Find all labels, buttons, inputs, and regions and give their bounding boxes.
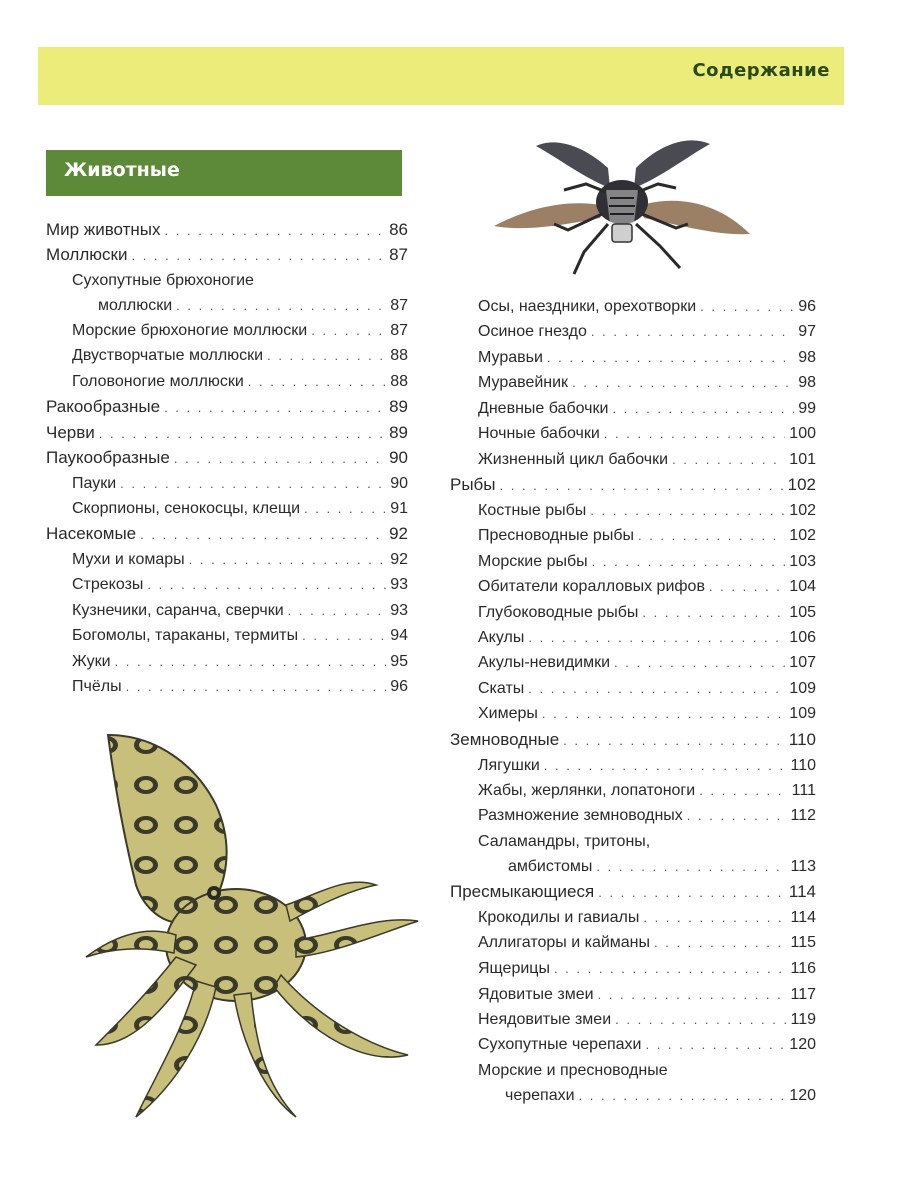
- toc-entry[interactable]: [478, 628, 816, 648]
- toc-entry[interactable]: [478, 373, 816, 393]
- toc-entry[interactable]: [450, 730, 816, 751]
- toc-entry[interactable]: [72, 601, 408, 621]
- toc-entry[interactable]: [98, 296, 408, 316]
- toc-entry-page: 120: [789, 1036, 816, 1053]
- toc-entry[interactable]: [478, 653, 816, 673]
- toc-entry[interactable]: [46, 423, 408, 444]
- toc-entry-title: Пчёлы: [72, 678, 122, 695]
- toc-entry-page: 90: [390, 475, 408, 492]
- toc-entry[interactable]: [478, 399, 816, 419]
- toc-entry-page: 87: [390, 322, 408, 339]
- toc-entry-page: 92: [389, 524, 408, 543]
- toc-entry-title: Жизненный цикл бабочки: [478, 451, 669, 468]
- toc-entry-page: 109: [789, 680, 816, 697]
- toc-entry[interactable]: [478, 450, 816, 470]
- toc-entry-title: Лягушки: [478, 757, 540, 774]
- toc-entry-page: 116: [790, 960, 816, 977]
- toc-entry-title: Сухопутные черепахи: [478, 1036, 642, 1053]
- toc-entry[interactable]: [46, 524, 408, 545]
- toc-entry-page: 96: [390, 678, 408, 695]
- toc-entry[interactable]: [478, 756, 816, 776]
- toc-entry-title: Богомолы, тараканы, термиты: [72, 627, 299, 644]
- toc-entry[interactable]: [478, 577, 816, 597]
- toc-entry-title: Муравейник: [478, 374, 569, 391]
- toc-entry[interactable]: [72, 550, 408, 570]
- toc-entry-title[interactable]: Саламандры, тритоны,: [478, 833, 651, 850]
- toc-entry-page: 102: [787, 475, 816, 494]
- toc-entry-page: 117: [790, 986, 816, 1003]
- toc-entry[interactable]: [72, 499, 408, 519]
- toc-entry-title: Головоногие моллюски: [72, 373, 244, 390]
- toc-entry-title: Рыбы: [450, 475, 496, 494]
- toc-entry-title: Обитатели коралловых рифов: [478, 578, 705, 595]
- toc-entry-title[interactable]: Сухопутные брюхоногие: [72, 272, 254, 289]
- toc-entry-page: 104: [789, 578, 816, 595]
- toc-entry-page: 99: [798, 400, 816, 417]
- toc-entry-title: Скорпионы, сенокосцы, клещи: [72, 500, 301, 517]
- toc-entry[interactable]: [72, 474, 408, 494]
- toc-entry[interactable]: [46, 397, 408, 418]
- toc-entry[interactable]: [478, 781, 816, 801]
- toc-entry-title: Пауки: [72, 475, 117, 492]
- toc-entry[interactable]: [72, 626, 408, 646]
- toc-entry[interactable]: [478, 1035, 816, 1055]
- toc-entry-title: Пресноводные рыбы: [478, 527, 634, 544]
- toc-entry[interactable]: [478, 526, 816, 546]
- toc-entry-title: Аллигаторы и кайманы: [478, 934, 651, 951]
- toc-entry[interactable]: [72, 652, 408, 672]
- toc-entry-title: Моллюски: [46, 245, 128, 264]
- toc-entry[interactable]: [478, 501, 816, 521]
- toc-entry-page: 107: [789, 654, 816, 671]
- toc-entry[interactable]: [478, 959, 816, 979]
- toc-entry-title: Акулы: [478, 629, 525, 646]
- toc-entry-title: Насекомые: [46, 524, 137, 543]
- toc-entry[interactable]: [478, 985, 816, 1005]
- toc-entry[interactable]: [478, 322, 816, 342]
- toc-entry-page: 91: [390, 500, 408, 517]
- toc-entry-title: Земноводные: [450, 730, 560, 749]
- toc-entry[interactable]: [72, 677, 408, 697]
- toc-entry-page: 97: [798, 323, 816, 340]
- toc-entry[interactable]: [508, 857, 816, 877]
- toc-entry-title: Ящерицы: [478, 960, 550, 977]
- toc-entry-title: Морские рыбы: [478, 553, 588, 570]
- toc-entry-title: Осиное гнездо: [478, 323, 587, 340]
- toc-entry-page: 93: [390, 576, 408, 593]
- toc-entry-page: 115: [790, 934, 816, 951]
- toc-entry-title: Костные рыбы: [478, 502, 587, 519]
- toc-entry-title: Паукообразные: [46, 448, 170, 467]
- toc-entry[interactable]: [72, 575, 408, 595]
- toc-entry-title: Стрекозы: [72, 576, 144, 593]
- toc-entry-title: Черви: [46, 423, 95, 442]
- toc-entry-page: 87: [389, 245, 408, 264]
- toc-entry-page: 89: [389, 423, 408, 442]
- toc-entry-title: Размножение земноводных: [478, 807, 683, 824]
- toc-entry-title: Пресмыкающиеся: [450, 882, 595, 901]
- toc-entry-page: 119: [790, 1011, 816, 1028]
- section-banner: [46, 150, 402, 196]
- toc-entry[interactable]: [505, 1086, 816, 1106]
- toc-entry-page: 93: [390, 602, 408, 619]
- toc-entry[interactable]: [478, 424, 816, 444]
- toc-entry-title: Муравьи: [478, 349, 543, 366]
- toc-entry[interactable]: [46, 245, 408, 266]
- toc-entry-page: 96: [798, 298, 816, 315]
- toc-entry-title: моллюски: [98, 297, 173, 314]
- toc-entry[interactable]: [478, 603, 816, 623]
- toc-entry-title: Жуки: [72, 653, 111, 670]
- toc-entry-title: Глубоководные рыбы: [478, 604, 639, 621]
- toc-entry-page: 110: [790, 757, 816, 774]
- toc-entry-title: Мир животных: [46, 220, 161, 239]
- toc-entry[interactable]: [478, 348, 816, 368]
- toc-entry-title: Ядовитые змеи: [478, 986, 594, 1003]
- toc-entry-page: 98: [798, 349, 816, 366]
- toc-entry-page: 90: [389, 448, 408, 467]
- toc-entry-title: Дневные бабочки: [478, 400, 609, 417]
- toc-entry-page: 112: [790, 807, 816, 824]
- toc-entry-page: 111: [791, 782, 816, 799]
- toc-entry[interactable]: [450, 475, 816, 496]
- toc-entry-title: Морские брюхоногие моллюски: [72, 322, 308, 339]
- toc-entry[interactable]: [478, 933, 816, 953]
- toc-entry-title: Осы, наездники, орехотворки: [478, 298, 697, 315]
- toc-entry-title: Кузнечики, саранча, сверчки: [72, 602, 284, 619]
- toc-entry[interactable]: [72, 372, 408, 392]
- toc-entry[interactable]: [478, 297, 816, 317]
- toc-entry-title: Ночные бабочки: [478, 425, 600, 442]
- toc-entry[interactable]: [478, 704, 816, 724]
- toc-entry-page: 95: [390, 653, 408, 670]
- toc-entry-title: Акулы-невидимки: [478, 654, 611, 671]
- toc-entry-page: 105: [789, 604, 816, 621]
- toc-entry-title[interactable]: Морские и пресноводные: [478, 1062, 668, 1079]
- toc-entry[interactable]: [72, 346, 408, 366]
- toc-entry-page: 102: [789, 527, 816, 544]
- toc-entry-page: 88: [390, 373, 408, 390]
- toc-entry-page: 94: [390, 627, 408, 644]
- toc-entry-title: Двустворчатые моллюски: [72, 347, 264, 364]
- toc-entry[interactable]: [478, 679, 816, 699]
- toc-entry-page: 103: [789, 553, 816, 570]
- toc-entry-page: 109: [789, 705, 816, 722]
- toc-entry-title: Крокодилы и гавиалы: [478, 909, 640, 926]
- octopus-illustration: [46, 725, 428, 1125]
- toc-entry-page: 87: [390, 297, 408, 314]
- toc-entry[interactable]: [478, 908, 816, 928]
- toc-entry-page: 114: [790, 909, 816, 926]
- toc-entry-page: 86: [389, 220, 408, 239]
- toc-entry-title: черепахи: [505, 1087, 575, 1104]
- toc-entry-title: Химеры: [478, 705, 538, 722]
- toc-entry[interactable]: [478, 552, 816, 572]
- toc-entry-page: 101: [789, 451, 816, 468]
- toc-entry-title: Мухи и комары: [72, 551, 185, 568]
- toc-entry-page: 113: [790, 858, 816, 875]
- toc-entry-page: 88: [390, 347, 408, 364]
- beetle-illustration: [488, 128, 756, 278]
- toc-entry[interactable]: [478, 806, 816, 826]
- section-title: Животные: [64, 159, 180, 181]
- toc-entry-page: 120: [789, 1087, 816, 1104]
- toc-entry-title: Жабы, жерлянки, лопатоноги: [478, 782, 696, 799]
- toc-entry-title: амбистомы: [508, 858, 593, 875]
- toc-entry-title: Скаты: [478, 680, 525, 697]
- toc-entry-page: 92: [390, 551, 408, 568]
- toc-entry[interactable]: [46, 220, 408, 241]
- toc-entry-page: 102: [789, 502, 816, 519]
- toc-entry[interactable]: [72, 321, 408, 341]
- toc-entry[interactable]: [450, 882, 816, 903]
- page-title: Содержание: [692, 60, 830, 81]
- toc-entry-page: 89: [389, 397, 408, 416]
- toc-entry-title: Ракообразные: [46, 397, 161, 416]
- toc-entry-page: 98: [798, 374, 816, 391]
- toc-entry-title: Неядовитые змеи: [478, 1011, 612, 1028]
- toc-entry-page: 114: [788, 882, 816, 901]
- toc-entry[interactable]: [46, 448, 408, 469]
- toc-entry-page: 110: [788, 730, 816, 749]
- toc-entry-page: 106: [789, 629, 816, 646]
- toc-entry-page: 100: [789, 425, 816, 442]
- toc-entry[interactable]: [478, 1010, 816, 1030]
